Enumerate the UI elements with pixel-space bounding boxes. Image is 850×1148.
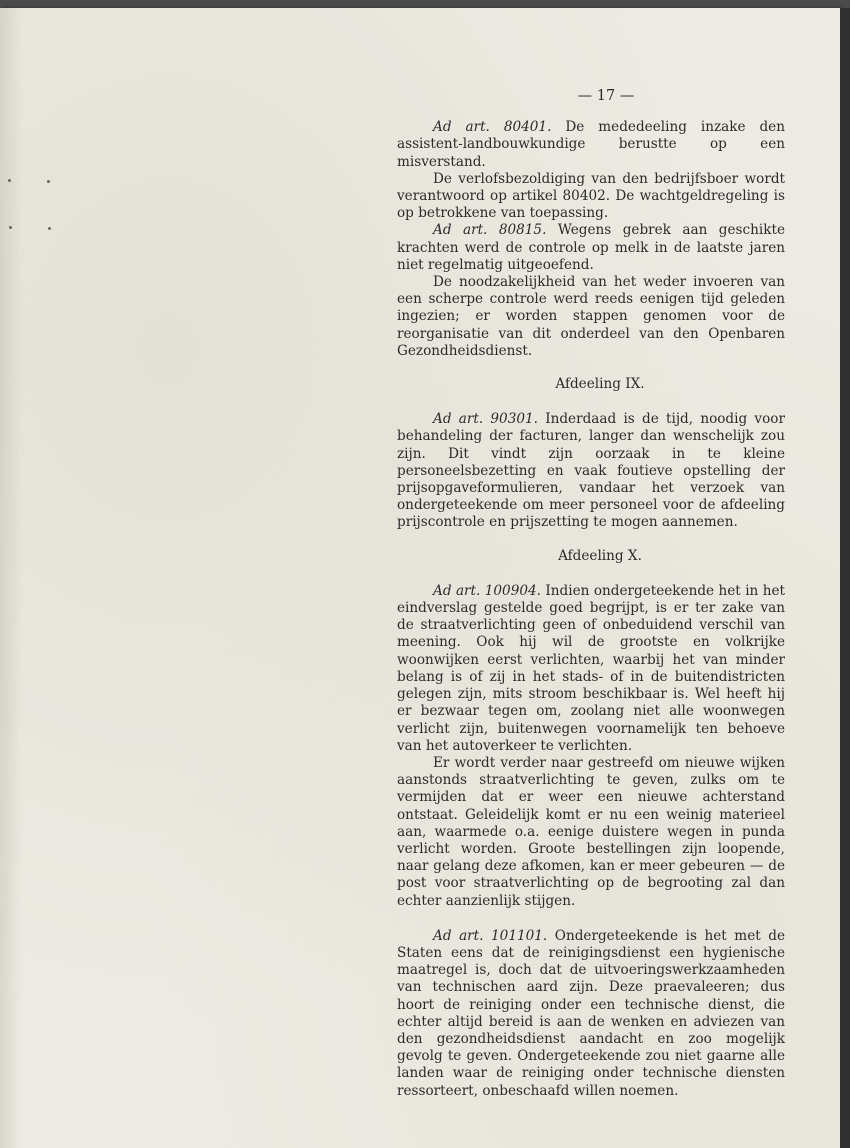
paragraph-text: De noodzakelijkheid van het weder invoeren van een scherpe controle werd reeds eenigen tijd geleden ingezien; er worden stappen genomen voor de reorganisatie van dit onderdeel van den Openbaren Gezondheidsdienst. bbox=[397, 274, 785, 359]
scan-border bbox=[840, 8, 850, 1148]
article-reference: Ad art. 90301. bbox=[433, 411, 538, 428]
page-number: — 17 — bbox=[577, 88, 635, 104]
punch-mark bbox=[47, 180, 50, 183]
document-body bbox=[397, 88, 785, 1100]
paragraph bbox=[397, 119, 785, 171]
paragraph-text: De mededeeling inzake den assistent-landbouwkundige berustte op een misverstand. bbox=[397, 119, 785, 170]
paragraph bbox=[397, 222, 785, 274]
paragraph-text: Indien ondergeteekende het in het eindverslag gestelde goed begrijpt, is er ter zake van de straatverlichting geen of onbeduidend verschil van meening. Ook hij wil de grootste en volkrijke woonwijken eerst verlichten, waarbij het van minder belang is of zij in het stads- of in de buitendistricten gelegen zijn, mits stroom beschikbaar is. Wel heeft hij er bezwaar tegen om, zoolang niet alle woonwegen verlicht zijn, buitenwegen voornamelijk ten behoeve van het autoverkeer te verlichten. bbox=[397, 582, 785, 754]
punch-mark bbox=[48, 227, 51, 230]
paragraph-text: Inderdaad is de tijd, noodig voor behandeling der facturen, langer dan wenschelijk zou zijn. Dit vindt zijn oorzaak in te kleine personeelsbezetting en vaak foutieve opstelling der prijsopgaveformulieren, vandaar het verzoek van ondergeteekende om meer personeel voor de afdeeling prijscontrole en prijszetting te mogen aannemen. bbox=[397, 411, 785, 531]
paragraph bbox=[397, 171, 785, 223]
paragraph bbox=[397, 274, 785, 360]
paragraph-text: Ondergeteekende is het met de Staten eens dat de reinigingsdienst een hygienische maatregel is, doch dat de uitvoeringswerkzaamheden van technischen aard zijn. Deze praevaleeren; dus hoort de reiniging onder een technische dienst, die echter altijd bereid is aan de wenken en adviezen van den gezondheidsdienst aandacht en zoo mogelijk gevolg te geven. Ondergeteekende zou niet gaarne alle landen waar de reiniging onder technische diensten ressorteert, onbeschaafd willen noemen. bbox=[397, 927, 786, 1099]
paragraph bbox=[397, 583, 785, 755]
section-intro bbox=[397, 119, 785, 360]
heading-afdeeling-x: Afdeeling X. bbox=[558, 547, 642, 564]
heading-afdeeling-ix: Afdeeling IX. bbox=[555, 376, 645, 393]
paragraph bbox=[397, 755, 785, 910]
section-ix bbox=[397, 411, 785, 531]
article-reference: Ad art. 101101. bbox=[433, 927, 548, 944]
page-left-band bbox=[0, 8, 22, 1148]
section-x bbox=[397, 583, 785, 1100]
punch-mark bbox=[9, 226, 12, 229]
article-reference: Ad art. 80815. bbox=[433, 222, 547, 239]
article-reference: Ad art. 80401. bbox=[433, 119, 552, 136]
paragraph-text: Er wordt verder naar gestreefd om nieuwe wijken aanstonds straatverlichting te geven, zulks om te vermijden dat er weer een nieuwe achterstand ontstaat. Geleidelijk komt er nu een weinig materieel aan, waarmede o.a. eenige duistere wegen in punda verlicht worden. Groote bestellingen zijn loopende, naar gelang deze afkomen, kan er meer gebeuren — de post voor straatverlichting op de begrooting zal dan echter aanzienlijk stijgen. bbox=[397, 754, 785, 909]
paragraph bbox=[397, 928, 785, 1100]
article-reference: Ad art. 100904. bbox=[433, 582, 541, 599]
document-page bbox=[0, 8, 840, 1148]
paragraph-text: Wegens gebrek aan geschikte krachten werd de controle op melk in de laatste jaren niet regelmatig uitgeoefend. bbox=[397, 222, 785, 273]
paragraph-text: De verlofsbezoldiging van den bedrijfsboer wordt verantwoord op artikel 80402. De wachtgeldregeling is op betrokkene van toepassing. bbox=[397, 170, 785, 222]
paragraph bbox=[397, 411, 785, 531]
punch-mark bbox=[8, 179, 11, 182]
